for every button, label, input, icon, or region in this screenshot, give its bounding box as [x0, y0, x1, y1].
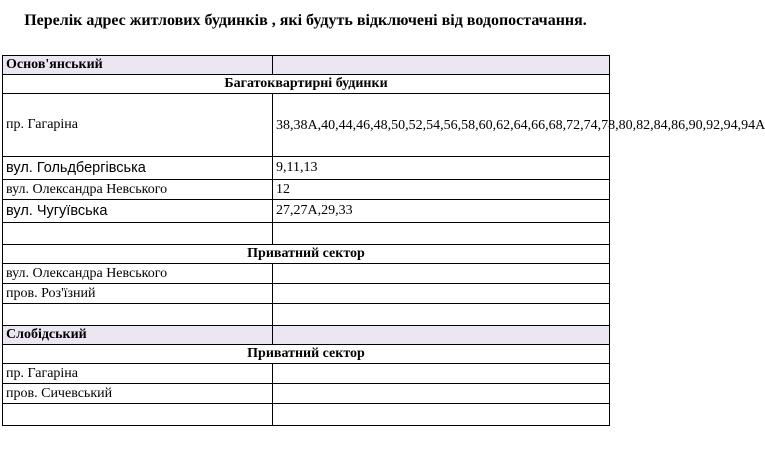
- district-row-osnovianskyi: [3, 56, 610, 75]
- table-row: [3, 264, 610, 284]
- empty-cell: [273, 223, 610, 245]
- houses-cell: [273, 384, 610, 404]
- street-cell: пр. Гагаріна: [3, 94, 273, 157]
- district-name: Слобідський: [3, 326, 273, 345]
- table-row: [3, 364, 610, 384]
- table-row: [3, 157, 610, 180]
- empty-cell: [273, 404, 610, 426]
- section-header-apartment: [3, 75, 610, 94]
- street-cell: вул. Олександра Невського: [3, 264, 273, 284]
- district-empty-cell: [273, 56, 610, 75]
- addresses-table: [2, 55, 765, 426]
- street-cell: вул. Чугуївська: [3, 200, 273, 223]
- table-row: [3, 180, 610, 200]
- houses-cell: 38,38А,40,44,46,48,50,52,54,56,58,60,62,64,66,68,72,74,78,80,82,84,86,90,92,94,94А: [273, 94, 610, 157]
- empty-row: [3, 223, 610, 245]
- street-cell: пров. Роз'їзний: [3, 284, 273, 304]
- empty-cell: [3, 223, 273, 245]
- empty-cell: [273, 304, 610, 326]
- houses-cell: 9,11,13: [273, 157, 610, 180]
- empty-cell: [3, 404, 273, 426]
- section-header-label: Багатоквартирні будинки: [3, 75, 610, 94]
- section-header-label: Приватний сектор: [3, 245, 610, 264]
- houses-cell: [273, 284, 610, 304]
- houses-cell: [273, 364, 610, 384]
- section-header-private: [3, 245, 610, 264]
- table-row: [3, 284, 610, 304]
- section-header-label: Приватний сектор: [3, 345, 610, 364]
- district-row-slobidskyi: [3, 326, 610, 345]
- section-header-private: [3, 345, 610, 364]
- street-cell: вул. Гольдбергівська: [3, 157, 273, 180]
- empty-row: [3, 304, 610, 326]
- table-row: [3, 200, 610, 223]
- empty-cell: [3, 304, 273, 326]
- street-cell: пр. Гагаріна: [3, 364, 273, 384]
- street-cell: пров. Сичевський: [3, 384, 273, 404]
- street-cell: вул. Олександра Невського: [3, 180, 273, 200]
- district-empty-cell: [273, 326, 610, 345]
- page-title: Перелік адрес житлових будинків , які будуть відключені від водопостачання.: [24, 12, 587, 29]
- district-name: Основ'янський: [3, 56, 273, 75]
- table-row: [3, 384, 610, 404]
- houses-cell: 12: [273, 180, 610, 200]
- empty-row: [3, 404, 610, 426]
- houses-cell: [273, 264, 610, 284]
- houses-cell: 27,27А,29,33: [273, 200, 610, 223]
- table-row: [3, 94, 610, 157]
